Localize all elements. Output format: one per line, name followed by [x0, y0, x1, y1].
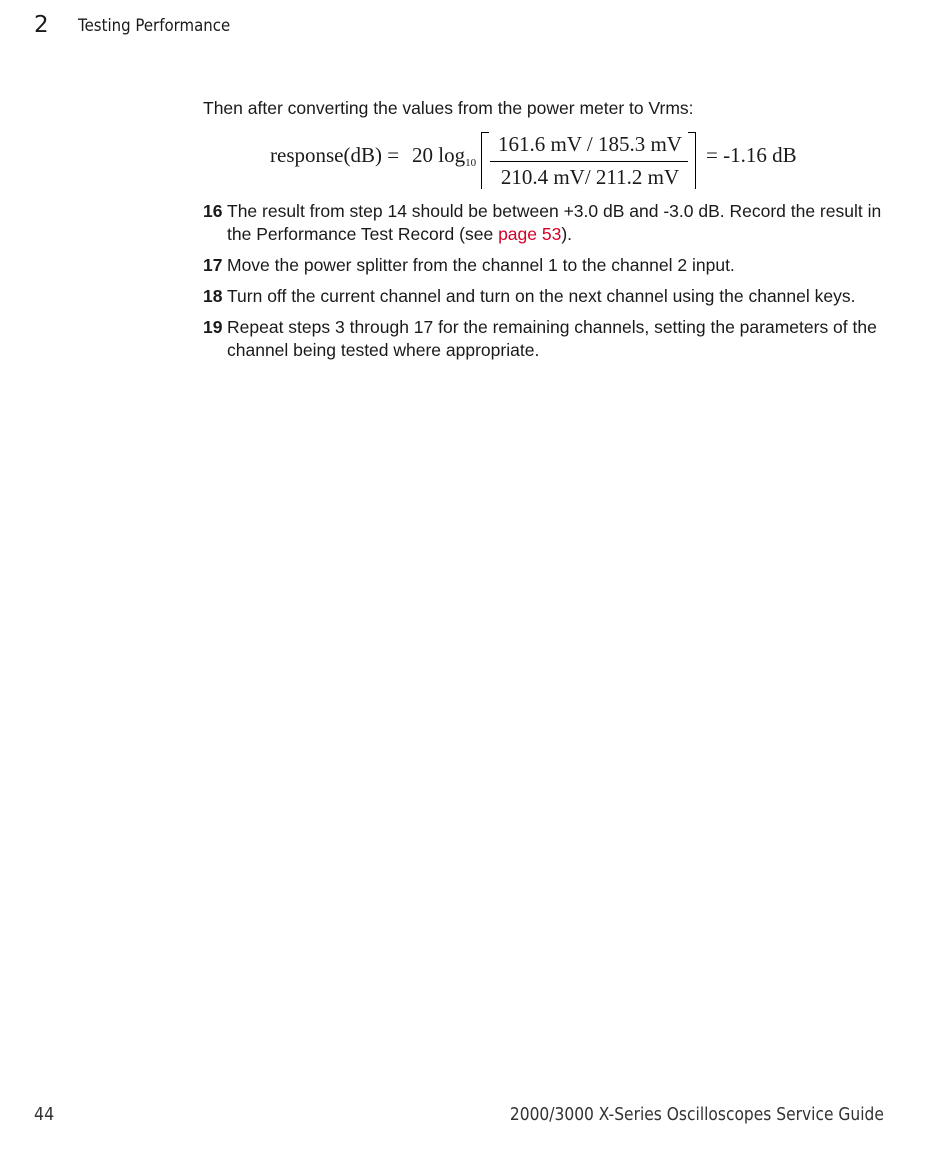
step-number: 16 — [203, 201, 223, 221]
step-text — [227, 201, 881, 244]
page-53-link[interactable]: page 53 — [498, 224, 562, 244]
formula-coefficient: 20 log — [412, 143, 466, 167]
formula-denominator: 210.4 mV/ 211.2 mV — [500, 165, 680, 189]
intro-text: Then after converting the values from the power meter to Vrms: — [203, 98, 694, 118]
step-16 — [203, 200, 893, 246]
step-text: Move the power splitter from the channel 1 to the channel 2 input. — [227, 255, 735, 275]
step-19 — [203, 316, 893, 362]
footer-guide-title: 2000/3000 X-Series Oscilloscopes Service Guide — [510, 1104, 884, 1125]
chapter-number: 2 — [34, 12, 49, 38]
response-formula — [270, 130, 810, 192]
formula-lhs: response(dB) = — [270, 143, 400, 167]
steps-list — [203, 200, 893, 370]
step-text-part: The result from step 14 should be between +3.0 dB and -3.0 dB. Record the result in the Performance Test Record (see — [227, 201, 882, 244]
step-text-part: ). — [561, 224, 573, 244]
step-number: 18 — [203, 286, 223, 306]
step-number: 17 — [203, 255, 223, 275]
chapter-title: Testing Performance — [78, 16, 231, 36]
fraction-bar — [490, 161, 688, 162]
formula-result: = -1.16 dB — [706, 143, 797, 167]
formula-numerator: 161.6 mV / 185.3 mV — [498, 132, 682, 156]
formula-log — [412, 143, 476, 169]
left-bracket — [481, 132, 489, 189]
step-text: Turn off the current channel and turn on the next channel using the channel keys. — [227, 286, 856, 306]
formula-log-base: 10 — [465, 157, 477, 169]
step-number: 19 — [203, 317, 223, 337]
step-text: Repeat steps 3 through 17 for the remaining channels, setting the parameters of the channel being tested where appropriate. — [227, 317, 877, 360]
step-18 — [203, 285, 893, 308]
step-17 — [203, 254, 893, 277]
footer-page-number: 44 — [34, 1104, 55, 1125]
right-bracket — [688, 132, 696, 189]
